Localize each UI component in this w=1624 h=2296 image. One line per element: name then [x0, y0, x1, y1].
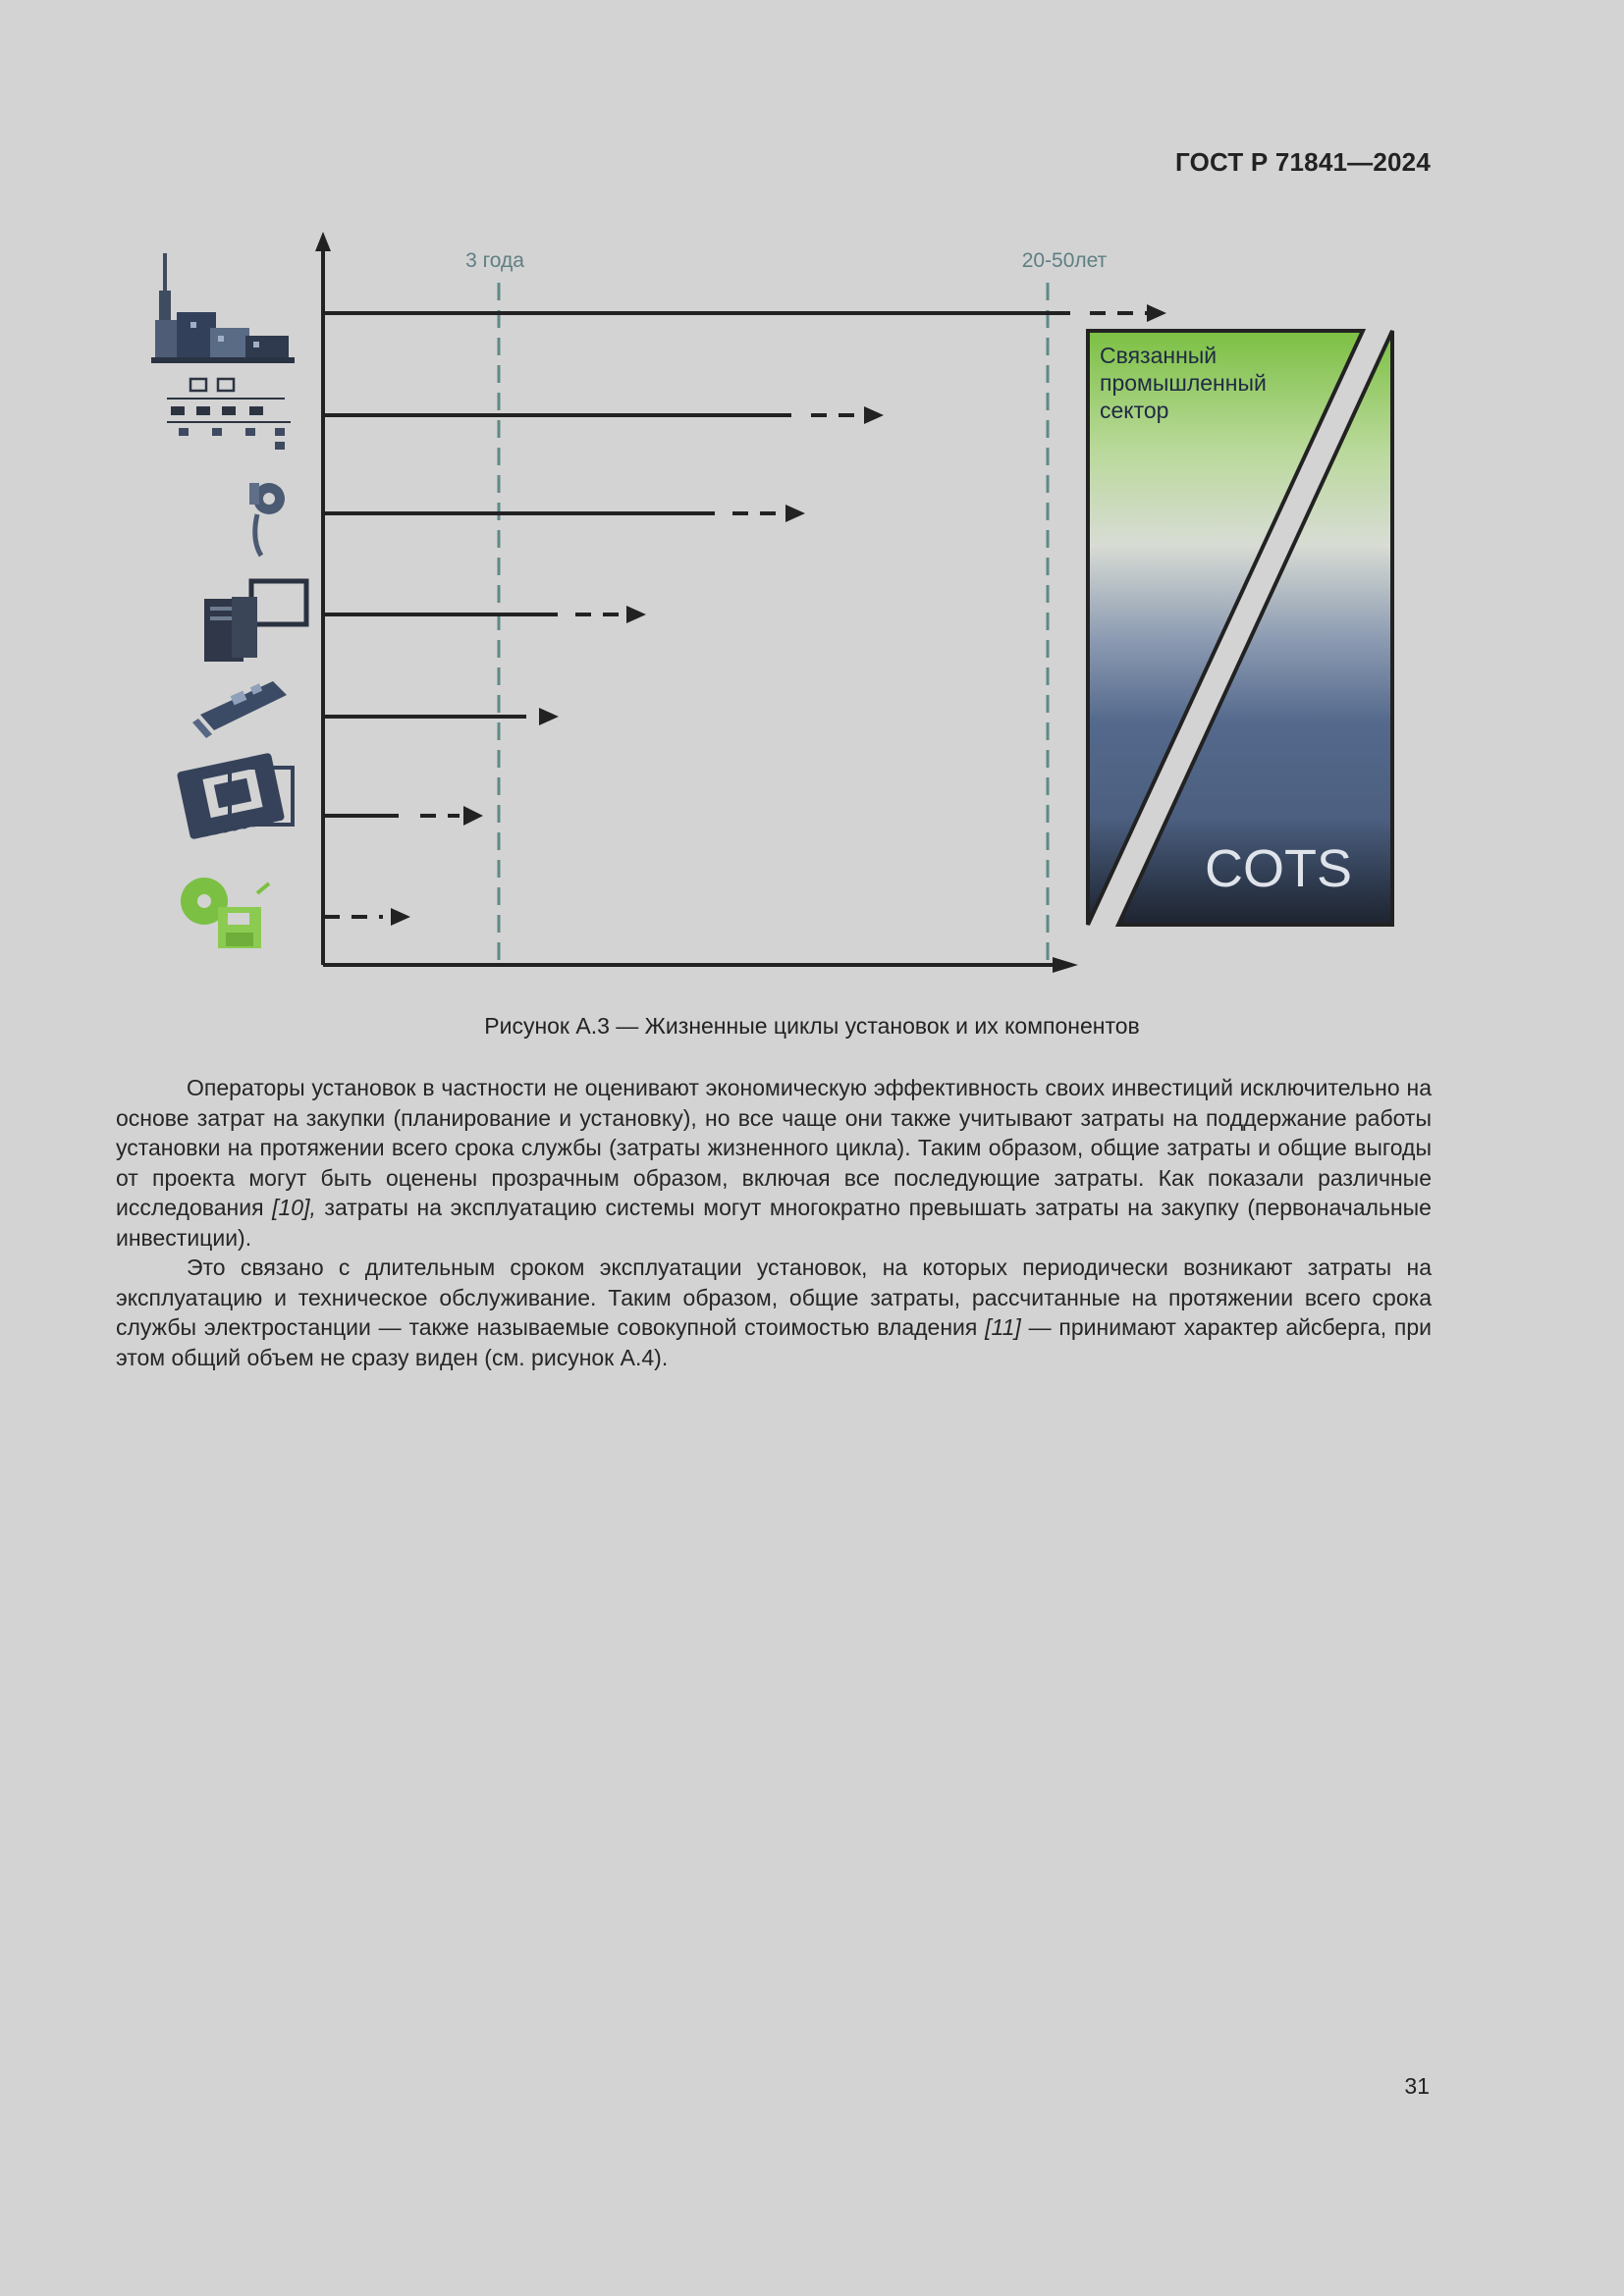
lifecycle-diagram	[147, 226, 1404, 991]
lifecycle-row-control-system	[323, 406, 884, 424]
sensor-icon	[249, 483, 285, 556]
lifecycle-row-power-plant	[323, 304, 1166, 322]
x-axis-arrow	[1053, 957, 1078, 973]
paragraph-2: Это связано с длительным сроком эксплуатации установок, на которых периодически возникают затраты на эксплуатацию и техническое обслуживание. Таким образом, общие затраты, рассчитанные на протяжении всего срока службы электростанции — также называемые совокупной стоимостью владения [11] — принимают характер айсберга, при этом общий объем не сразу виден (см. рисунок А.4).	[116, 1255, 1432, 1370]
reference-10: [10],	[272, 1195, 316, 1220]
control-system-network-icon	[167, 379, 291, 450]
panel-label-top-line-3: сектор	[1100, 398, 1169, 423]
body-text	[116, 1073, 1432, 1372]
marker-label-3-years: 3 года	[465, 249, 524, 272]
document-code: ГОСТ Р 71841—2024	[1175, 147, 1431, 177]
marker-label-20-50-years: 20-50лет	[1021, 249, 1108, 272]
paragraph-1: Операторы установок в частности не оценивают экономическую эффективность своих инвестиций исключительно на основе затрат на закупки (планирование и установку), но все чаще они также учитывают затраты на поддержание работы установки на протяжении всего срока службы (затраты жизненного цикла). Таким образом, общие затраты и общие выгоды от проекта могут быть оценены прозрачным образом, включая все последующие затраты. Как показали различные исследования [10], затраты на эксплуатацию системы могут многократно превышать затраты на закупку (первоначальные инвестиции).	[116, 1075, 1432, 1251]
y-axis-arrow	[315, 232, 331, 251]
lifecycle-row-computer	[323, 606, 646, 623]
lifecycle-figure	[147, 226, 1404, 991]
page-number: 31	[1404, 2073, 1430, 2099]
lifecycle-row-sensor	[323, 505, 805, 522]
panel-label-bottom: COTS	[1204, 839, 1353, 898]
reference-11: [11]	[985, 1314, 1021, 1340]
circuit-board-icon	[192, 681, 287, 738]
sector-comparison-panel	[1088, 331, 1392, 925]
computer-workstation-icon	[204, 581, 306, 662]
lifecycle-row-circuit-board	[323, 708, 559, 725]
software-disk-icon	[181, 878, 269, 948]
power-plant-icon	[151, 253, 295, 363]
lifecycle-row-software	[324, 908, 410, 926]
panel-label-top-line-2: промышленный	[1100, 370, 1267, 396]
figure-caption: Рисунок А.3 — Жизненные циклы установок и их компонентов	[484, 1013, 1140, 1039]
panel-label-top-line-1: Связанный	[1100, 343, 1218, 368]
lifecycle-row-microchip	[323, 806, 483, 826]
microchip-icon	[177, 753, 293, 840]
